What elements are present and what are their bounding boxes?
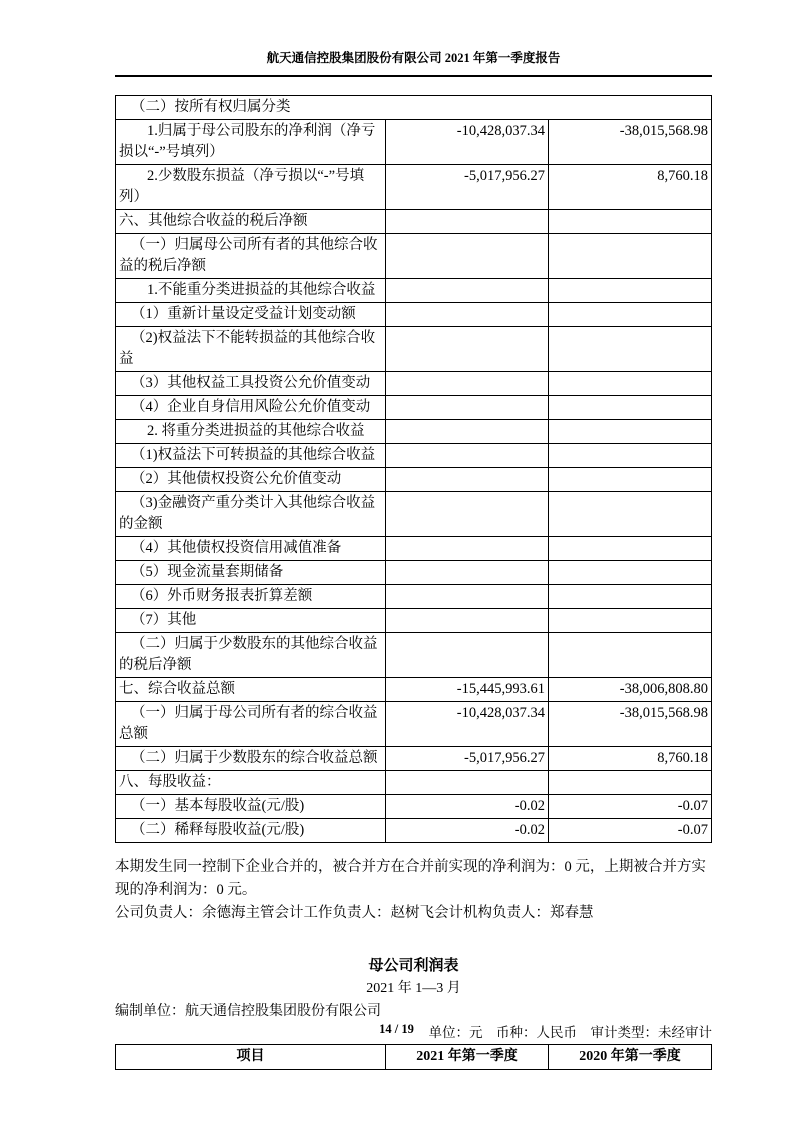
table-row bbox=[116, 702, 712, 747]
table-row bbox=[116, 210, 712, 234]
value-2021q1 bbox=[386, 420, 549, 444]
merger-note: 本期发生同一控制下企业合并的，被合并方在合并前实现的净利润为：0 元，上期被合并方实现的净利润为：0 元。 bbox=[115, 859, 706, 898]
value-2020q1 bbox=[549, 585, 712, 609]
value-2020q1: 8,760.18 bbox=[549, 165, 712, 210]
row-label: 1.不能重分类进损益的其他综合收益 bbox=[116, 279, 386, 303]
income-statement-table bbox=[115, 95, 712, 843]
table-row bbox=[116, 96, 712, 120]
table-row bbox=[116, 633, 712, 678]
parent-table-header-row bbox=[116, 1045, 712, 1070]
value-2020q1: 8,760.18 bbox=[549, 747, 712, 771]
table-row bbox=[116, 492, 712, 537]
parent-statement-title: 母公司利润表 bbox=[368, 958, 459, 974]
row-label: 2. 将重分类进损益的其他综合收益 bbox=[116, 420, 386, 444]
value-2021q1 bbox=[386, 372, 549, 396]
table-row bbox=[116, 747, 712, 771]
value-2020q1 bbox=[549, 609, 712, 633]
value-2020q1 bbox=[549, 372, 712, 396]
value-2021q1 bbox=[386, 492, 549, 537]
value-2020q1 bbox=[549, 210, 712, 234]
value-2021q1 bbox=[386, 771, 549, 795]
table-row bbox=[116, 120, 712, 165]
table-row bbox=[116, 165, 712, 210]
value-2020q1: -0.07 bbox=[549, 819, 712, 843]
value-2020q1 bbox=[549, 468, 712, 492]
row-label: 1.归属于母公司股东的净利润（净亏损以“-”号填列） bbox=[116, 120, 386, 165]
value-2020q1: -38,015,568.98 bbox=[549, 120, 712, 165]
row-label: （二）归属于少数股东的综合收益总额 bbox=[116, 747, 386, 771]
row-label: （二）归属于少数股东的其他综合收益的税后净额 bbox=[116, 633, 386, 678]
value-2020q1 bbox=[549, 633, 712, 678]
table-row bbox=[116, 537, 712, 561]
value-2021q1 bbox=[386, 537, 549, 561]
table-row bbox=[116, 468, 712, 492]
row-label: （二）按所有权归属分类 bbox=[116, 96, 712, 120]
table-row bbox=[116, 561, 712, 585]
table-row bbox=[116, 234, 712, 279]
statement-period: 2021 年 1—3 月 bbox=[366, 981, 461, 996]
responsible-persons-line: 公司负责人：余德海主管会计工作负责人：赵树飞会计机构负责人：郑春慧 bbox=[115, 905, 594, 921]
value-2021q1: -10,428,037.34 bbox=[386, 120, 549, 165]
value-2020q1 bbox=[549, 492, 712, 537]
income-table-body bbox=[116, 96, 712, 843]
table-row bbox=[116, 303, 712, 327]
row-label: 八、每股收益： bbox=[116, 771, 386, 795]
value-2021q1 bbox=[386, 279, 549, 303]
row-label: （5）现金流量套期储备 bbox=[116, 561, 386, 585]
value-2021q1 bbox=[386, 210, 549, 234]
row-label: （7）其他 bbox=[116, 609, 386, 633]
row-label: 2.少数股东损益（净亏损以“-”号填列） bbox=[116, 165, 386, 210]
value-2020q1 bbox=[549, 303, 712, 327]
unit-currency-audit-line: 单位：元 币种：人民币 审计类型：未经审计 bbox=[428, 1025, 712, 1040]
row-label: 七、综合收益总额 bbox=[116, 678, 386, 702]
table-row bbox=[116, 678, 712, 702]
table-row bbox=[116, 585, 712, 609]
value-2020q1 bbox=[549, 420, 712, 444]
value-2020q1: -38,015,568.98 bbox=[549, 702, 712, 747]
row-label: （6）外币财务报表折算差额 bbox=[116, 585, 386, 609]
row-label: （4）其他债权投资信用减值准备 bbox=[116, 537, 386, 561]
table-row bbox=[116, 327, 712, 372]
value-2021q1: -5,017,956.27 bbox=[386, 747, 549, 771]
value-2021q1: -10,428,037.34 bbox=[386, 702, 549, 747]
value-2020q1 bbox=[549, 561, 712, 585]
value-2021q1 bbox=[386, 561, 549, 585]
row-label: （一）基本每股收益(元/股) bbox=[116, 795, 386, 819]
notes-block bbox=[115, 856, 712, 925]
value-2021q1 bbox=[386, 633, 549, 678]
report-header-title: 航天通信控股集团股份有限公司 2021 年第一季度报告 bbox=[115, 50, 712, 77]
table-row bbox=[116, 420, 712, 444]
table-row bbox=[116, 444, 712, 468]
row-label: （二）稀释每股收益(元/股) bbox=[116, 819, 386, 843]
column-header-2021q1: 2021 年第一季度 bbox=[386, 1045, 549, 1070]
row-label: 六、其他综合收益的税后净额 bbox=[116, 210, 386, 234]
value-2021q1 bbox=[386, 468, 549, 492]
parent-statement-table bbox=[115, 1044, 712, 1070]
value-2021q1 bbox=[386, 609, 549, 633]
table-row bbox=[116, 771, 712, 795]
prepared-by-line: 编制单位：航天通信控股集团股份有限公司 bbox=[115, 1004, 381, 1019]
value-2021q1 bbox=[386, 585, 549, 609]
value-2021q1 bbox=[386, 444, 549, 468]
row-label: （3)金融资产重分类计入其他综合收益的金额 bbox=[116, 492, 386, 537]
value-2020q1 bbox=[549, 444, 712, 468]
value-2021q1 bbox=[386, 327, 549, 372]
value-2020q1 bbox=[549, 537, 712, 561]
value-2020q1 bbox=[549, 327, 712, 372]
table-row bbox=[116, 396, 712, 420]
page-number: 14 / 19 bbox=[379, 1022, 414, 1036]
row-label: （3）其他权益工具投资公允价值变动 bbox=[116, 372, 386, 396]
row-label: （一）归属母公司所有者的其他综合收益的税后净额 bbox=[116, 234, 386, 279]
table-row bbox=[116, 795, 712, 819]
table-row bbox=[116, 372, 712, 396]
value-2021q1: -15,445,993.61 bbox=[386, 678, 549, 702]
value-2021q1 bbox=[386, 396, 549, 420]
column-header-2020q1: 2020 年第一季度 bbox=[549, 1045, 712, 1070]
column-header-item: 项目 bbox=[116, 1045, 386, 1070]
table-row bbox=[116, 819, 712, 843]
row-label: （2)权益法下不能转损益的其他综合收益 bbox=[116, 327, 386, 372]
value-2021q1 bbox=[386, 234, 549, 279]
value-2020q1 bbox=[549, 771, 712, 795]
row-label: （1）重新计量设定受益计划变动额 bbox=[116, 303, 386, 327]
value-2020q1 bbox=[549, 234, 712, 279]
row-label: （4）企业自身信用风险公允价值变动 bbox=[116, 396, 386, 420]
row-label: （2）其他债权投资公允价值变动 bbox=[116, 468, 386, 492]
row-label: （1)权益法下可转损益的其他综合收益 bbox=[116, 444, 386, 468]
value-2020q1 bbox=[549, 279, 712, 303]
value-2021q1: -5,017,956.27 bbox=[386, 165, 549, 210]
table-row bbox=[116, 279, 712, 303]
value-2021q1: -0.02 bbox=[386, 819, 549, 843]
table-row bbox=[116, 609, 712, 633]
value-2020q1: -38,006,808.80 bbox=[549, 678, 712, 702]
value-2021q1: -0.02 bbox=[386, 795, 549, 819]
value-2020q1: -0.07 bbox=[549, 795, 712, 819]
row-label: （一）归属于母公司所有者的综合收益总额 bbox=[116, 702, 386, 747]
value-2020q1 bbox=[549, 396, 712, 420]
value-2021q1 bbox=[386, 303, 549, 327]
